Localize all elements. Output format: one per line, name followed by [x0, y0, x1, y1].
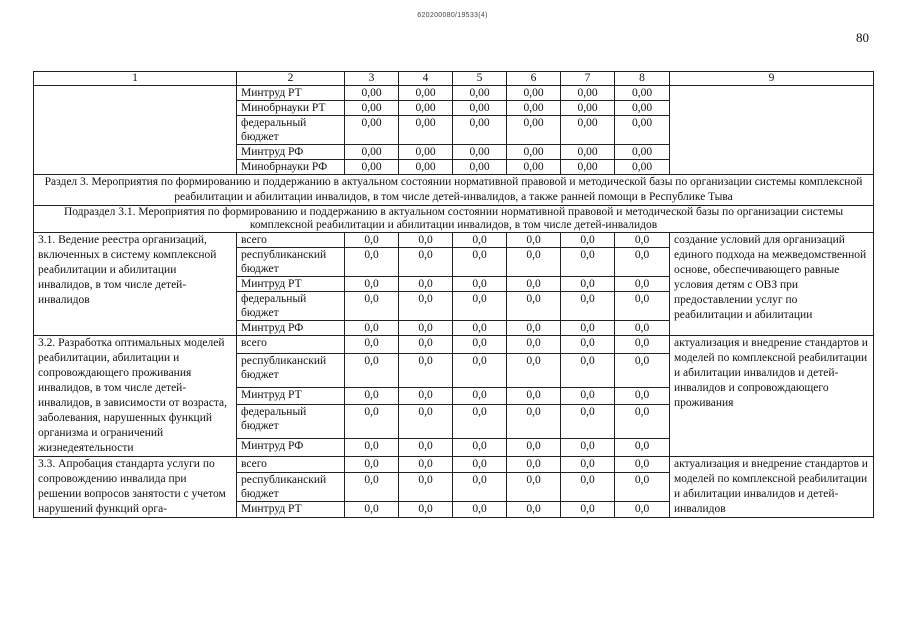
amount-cell: 0,0 [561, 439, 615, 457]
amount-cell: 0,0 [399, 277, 453, 292]
amount-cell: 0,0 [561, 387, 615, 405]
amount-cell: 0,0 [507, 277, 561, 292]
amount-cell: 0,0 [615, 336, 670, 354]
funding-source: всего [237, 233, 345, 248]
amount-cell: 0,00 [399, 145, 453, 160]
amount-cell: 0,00 [399, 101, 453, 116]
amount-cell: 0,00 [561, 101, 615, 116]
amount-cell: 0,00 [615, 160, 670, 175]
amount-cell: 0,0 [615, 292, 670, 321]
activity-name: 3.1. Ведение реестра организаций, включенных в систему комплексной реабилитации и абилитации инвалидов, в том числе детей-инвалидов [34, 233, 237, 336]
amount-cell: 0,0 [561, 472, 615, 502]
amount-cell: 0,0 [615, 439, 670, 457]
amount-cell: 0,0 [453, 353, 507, 387]
amount-cell: 0,0 [345, 405, 399, 439]
amount-cell: 0,0 [399, 321, 453, 336]
funding-source: Минобрнауки РФ [237, 160, 345, 175]
amount-cell: 0,00 [561, 145, 615, 160]
amount-cell: 0,0 [345, 353, 399, 387]
amount-cell: 0,0 [399, 292, 453, 321]
amount-cell: 0,0 [453, 248, 507, 277]
document-stamp: 620200080/19533(4) [417, 12, 488, 19]
table-row [34, 86, 874, 101]
amount-cell: 0,00 [561, 160, 615, 175]
section-row [34, 175, 874, 206]
amount-cell: 0,0 [561, 277, 615, 292]
amount-cell: 0,0 [453, 321, 507, 336]
amount-cell: 0,0 [453, 457, 507, 473]
activity-name: 3.3. Апробация стандарта услуги по сопровождению инвалида при решении вопросов занятости с учетом нарушений функций орга- [34, 457, 237, 518]
amount-cell: 0,00 [345, 116, 399, 145]
column-number-7: 7 [561, 72, 615, 86]
amount-cell: 0,0 [453, 233, 507, 248]
amount-cell: 0,0 [399, 248, 453, 277]
amount-cell: 0,0 [615, 277, 670, 292]
column-number-8: 8 [615, 72, 670, 86]
amount-cell: 0,0 [453, 502, 507, 518]
amount-cell: 0,0 [453, 336, 507, 354]
column-number-9: 9 [670, 72, 874, 86]
funding-source: Минтруд РТ [237, 387, 345, 405]
amount-cell: 0,0 [399, 472, 453, 502]
amount-cell: 0,00 [345, 145, 399, 160]
amount-cell: 0,0 [507, 353, 561, 387]
amount-cell: 0,0 [561, 353, 615, 387]
amount-cell: 0,0 [345, 248, 399, 277]
amount-cell: 0,0 [507, 405, 561, 439]
funding-source: республиканский бюджет [237, 248, 345, 277]
amount-cell: 0,0 [345, 387, 399, 405]
amount-cell: 0,00 [615, 145, 670, 160]
funding-source: Минтруд РФ [237, 145, 345, 160]
header-row [34, 72, 874, 86]
amount-cell: 0,00 [345, 160, 399, 175]
amount-cell: 0,0 [615, 321, 670, 336]
amount-cell: 0,00 [615, 101, 670, 116]
amount-cell: 0,00 [345, 86, 399, 101]
column-number-1: 1 [34, 72, 237, 86]
program-table [33, 71, 874, 518]
amount-cell: 0,00 [345, 101, 399, 116]
amount-cell: 0,0 [453, 277, 507, 292]
amount-cell: 0,0 [345, 439, 399, 457]
section-title: Раздел 3. Мероприятия по формированию и поддержанию в актуальном состоянии нормативной правовой и методической базы по организации системы комплексной реабилитации и абилитации инвалидов, в том числе детей-инвалидов, а также ранней помощи в Республике Тыва [34, 175, 874, 206]
amount-cell: 0,0 [399, 457, 453, 473]
column-number-2: 2 [237, 72, 345, 86]
amount-cell: 0,00 [453, 145, 507, 160]
table-row [34, 233, 874, 248]
funding-source: республиканский бюджет [237, 472, 345, 502]
expected-result: создание условий для организаций единого подхода на межведомственной основе, обеспечивающего равные условия детям с ОВЗ при предоставлении услуг по реабилитации и абилитации [670, 233, 874, 336]
amount-cell: 0,00 [399, 116, 453, 145]
funding-source: федеральный бюджет [237, 116, 345, 145]
amount-cell: 0,00 [399, 160, 453, 175]
amount-cell: 0,00 [615, 116, 670, 145]
amount-cell: 0,0 [345, 472, 399, 502]
expected-result: актуализация и внедрение стандартов и моделей по комплексной реабилитации и абилитации инвалидов и детей-инвалидов [670, 457, 874, 518]
amount-cell: 0,0 [399, 233, 453, 248]
subsection-row [34, 206, 874, 233]
amount-cell: 0,00 [453, 101, 507, 116]
amount-cell: 0,0 [453, 405, 507, 439]
amount-cell: 0,0 [615, 353, 670, 387]
amount-cell: 0,00 [561, 116, 615, 145]
amount-cell: 0,0 [453, 292, 507, 321]
funding-source: Минтруд РТ [237, 277, 345, 292]
funding-source: Минтруд РФ [237, 321, 345, 336]
page-number: 80 [856, 30, 869, 45]
amount-cell: 0,0 [399, 439, 453, 457]
amount-cell: 0,00 [561, 86, 615, 101]
amount-cell: 0,0 [453, 439, 507, 457]
amount-cell: 0,0 [345, 336, 399, 354]
activity-name: 3.2. Разработка оптимальных моделей реабилитации, абилитации и сопровождающего проживания инвалидов, в том числе детей-инвалидов, в зависимости от возраста, заболевания, нарушенных функций организма и ограничений жизнедеятельности [34, 336, 237, 457]
amount-cell: 0,0 [615, 472, 670, 502]
amount-cell: 0,0 [507, 502, 561, 518]
amount-cell: 0,0 [561, 292, 615, 321]
amount-cell: 0,0 [561, 321, 615, 336]
funding-source: Минтруд РТ [237, 502, 345, 518]
amount-cell: 0,0 [615, 502, 670, 518]
amount-cell: 0,0 [507, 248, 561, 277]
column-number-4: 4 [399, 72, 453, 86]
column-number-6: 6 [507, 72, 561, 86]
amount-cell: 0,0 [507, 336, 561, 354]
amount-cell: 0,00 [507, 160, 561, 175]
amount-cell: 0,0 [615, 405, 670, 439]
amount-cell: 0,00 [507, 116, 561, 145]
amount-cell: 0,0 [561, 233, 615, 248]
amount-cell: 0,0 [345, 321, 399, 336]
amount-cell: 0,0 [345, 277, 399, 292]
amount-cell: 0,00 [453, 116, 507, 145]
amount-cell: 0,0 [399, 502, 453, 518]
amount-cell: 0,0 [615, 457, 670, 473]
funding-source: республиканский бюджет [237, 353, 345, 387]
table-row [34, 457, 874, 473]
amount-cell: 0,0 [615, 248, 670, 277]
funding-source: Минтруд РФ [237, 439, 345, 457]
funding-source: всего [237, 336, 345, 354]
amount-cell: 0,0 [561, 457, 615, 473]
amount-cell: 0,0 [345, 292, 399, 321]
amount-cell: 0,00 [507, 86, 561, 101]
amount-cell: 0,00 [507, 101, 561, 116]
funding-source: Минобрнауки РТ [237, 101, 345, 116]
column-number-5: 5 [453, 72, 507, 86]
amount-cell: 0,0 [399, 387, 453, 405]
amount-cell: 0,00 [453, 160, 507, 175]
amount-cell: 0,0 [345, 502, 399, 518]
subsection-title: Подраздел 3.1. Мероприятия по формированию и поддержанию в актуальном состоянии нормативной правовой и методической базы по организации системы комплексной реабилитации и абилитации инвалидов, в том числе детей-инвалидов [34, 206, 874, 233]
amount-cell: 0,00 [615, 86, 670, 101]
amount-cell: 0,0 [507, 387, 561, 405]
activity-cell-empty [34, 86, 237, 175]
amount-cell: 0,00 [399, 86, 453, 101]
amount-cell: 0,0 [561, 248, 615, 277]
amount-cell: 0,0 [561, 502, 615, 518]
amount-cell: 0,0 [345, 233, 399, 248]
amount-cell: 0,0 [453, 472, 507, 502]
amount-cell: 0,0 [615, 233, 670, 248]
amount-cell: 0,00 [453, 86, 507, 101]
amount-cell: 0,0 [507, 321, 561, 336]
funding-source: всего [237, 457, 345, 473]
funding-source: Минтруд РТ [237, 86, 345, 101]
funding-source: федеральный бюджет [237, 405, 345, 439]
amount-cell: 0,0 [399, 405, 453, 439]
expected-result: актуализация и внедрение стандартов и моделей по комплексной реабилитации и абилитации инвалидов и детей-инвалидов и сопровождающего проживания [670, 336, 874, 457]
amount-cell: 0,0 [345, 457, 399, 473]
column-number-3: 3 [345, 72, 399, 86]
amount-cell: 0,0 [399, 353, 453, 387]
amount-cell: 0,0 [507, 457, 561, 473]
amount-cell: 0,0 [561, 336, 615, 354]
amount-cell: 0,0 [399, 336, 453, 354]
amount-cell: 0,0 [507, 472, 561, 502]
amount-cell: 0,0 [507, 439, 561, 457]
amount-cell: 0,0 [453, 387, 507, 405]
amount-cell: 0,0 [615, 387, 670, 405]
result-cell-empty [670, 86, 874, 175]
table-row [34, 336, 874, 354]
amount-cell: 0,0 [561, 405, 615, 439]
amount-cell: 0,00 [507, 145, 561, 160]
amount-cell: 0,0 [507, 233, 561, 248]
amount-cell: 0,0 [507, 292, 561, 321]
funding-source: федеральный бюджет [237, 292, 345, 321]
